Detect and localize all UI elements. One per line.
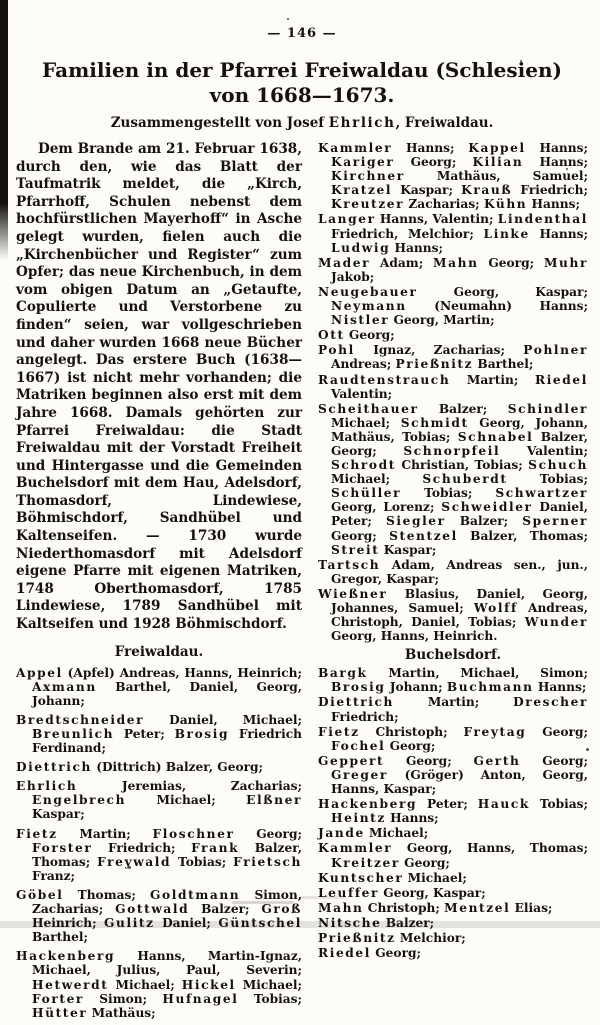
surname: Hetwerdt [32,977,109,992]
surname: Frank [191,840,240,855]
left-column [16,141,302,1025]
surname: Muhr [543,255,588,270]
surname: Hauck [477,797,530,812]
family-entry: Raudtenstrauch Martin; Riedel Valentin; [318,372,588,401]
family-entry: Fietz Christoph; Freytag Georg; Fochel Georg; [318,724,588,753]
surname: Geppert [318,753,385,768]
family-entry: Hackenberg Peter; Hauck Tobias; Heintz Hanns; [318,797,589,826]
surname: Stentzel [389,528,458,543]
surname: Brosig [174,727,230,741]
surname: Schwartzer [495,486,588,501]
family-entry: Appel (Apfel) Andreas, Hanns, Heinrich; Axmann Barthel, Daniel, Georg, Johann; [16,665,302,708]
surname: Kühn [483,197,528,212]
surname: Hackenberg [16,949,116,964]
surname: Schnabel [457,429,534,444]
surname: Linke [483,226,530,241]
surname: Elßner [246,793,302,808]
surname: Wunder [524,615,588,630]
surname: Brosig [331,680,386,695]
family-entry: Geppert Georg; Gerth Georg; Greger (Gröger) Anton, Georg, Hanns, Kaspar; [318,753,588,797]
freiwaldau-entries-k-w [318,141,588,643]
surname: Gerth [473,753,521,768]
surname: Streit [331,542,380,557]
surname: Kammler [318,841,393,856]
family-entry: Langer Hanns, Valentin; Lindenthal Friedrich, Melchior; Linke Hanns; Ludwig Hanns; [318,212,588,255]
family-entry: Mader Adam; Mahn Georg; Muhr Jakob; [318,255,588,284]
surname: Göbel [16,887,64,902]
surname: Diettrich [318,695,394,710]
surname: Buchmann [446,680,534,695]
surname: Kreitzer [331,855,400,870]
surname: Prießnitz [318,930,396,945]
surname: Greger [331,767,388,782]
family-entry: Göbel Thomas; Goldtmann Simon, Zacharias; Gottwald Balzer; Groß Heinrich; Gulitz Daniel; Güntschel Barthel; [16,887,303,945]
family-entry: Kuntscher Michael; [318,870,467,885]
buchelsdorf-entries [318,666,588,960]
family-entry: Scheithauer Balzer; Schindler Michael; Schmidt Georg, Johann, Mathäus, Tobias; Schnabel Balzer, Georg; Schnorpfeil Valentin; Schrodt Christian, Tobias; Schuch Michael; Schuberdt Tobias; Schüller Tobias; Schwartzer Georg, Lorenz; Schweidler Daniel, Peter; Siegler Balzer; Sperner Georg; Stentzel Balzer, Thomas; Streit Kaspar; [318,401,589,557]
article-subtitle: Zusammengestellt von Josef Ehrlich, Freiwaldau. [110,115,494,131]
section-heading-buchelsdorf: Buchelsdorf. [404,647,502,664]
surname: Bargk [318,666,368,681]
surname: Groß [261,902,302,917]
surname: Axmann [32,679,97,694]
family-entry: Mahn Christoph; Mentzel Elias; [318,900,553,915]
surname: Krauß [461,183,513,198]
surname: Kirchner [331,169,405,184]
surname: Kappel [468,141,526,155]
surname: Schüller [331,486,402,501]
surname: Fochel [331,738,386,753]
family-entry: Ehrlich Jeremias, Zacharias; Engelbrech Michael; Elßner Kaspar; [16,779,302,822]
surname: Pohlner [523,343,588,358]
surname: Lindenthal [497,212,588,227]
surname: Forster [32,840,93,855]
family-entry: Riedel Georg; [318,946,422,961]
surname: Diettrich [16,760,92,775]
surname: Hickel [181,977,236,992]
family-entry: Fietz Martin; Floschner Georg; Forster Friedrich; Frank Balzer, Thomas; Freywald Tobias; Frietsch Franz; [16,826,302,883]
surname: Schuberdt [422,472,508,487]
surname: Bredtschneider [16,712,145,727]
page-number: — 146 — [267,26,337,41]
article-title [16,58,588,108]
surname: Freywald [97,854,172,869]
surname: Neymann [331,299,407,314]
freiwaldau-entries-a-h [16,666,302,1020]
surname: Sperner [522,514,588,529]
section-heading-freiwaldau: Freiwaldau. [114,643,204,660]
surname: Frietsch [233,854,302,869]
surname: Engelbrech [32,793,127,808]
surname: Riedel [534,372,588,387]
surname: Schweidler [441,500,533,515]
surname: Wießner [318,586,388,601]
family-entry: Tartsch Adam, Andreas sen., jun., Gregor, Kaspar; [318,557,588,586]
surname: Drescher [513,695,588,710]
surname: Kuntscher [318,870,404,885]
family-entry: Bargk Martin, Michael, Simon; Brosig Johann; Buchmann Hanns; [318,666,588,695]
surname: Wolff [473,601,518,615]
intro-paragraph: Dem Brande am 21. Februar 1638, durch den, wie das Blatt der Taufmatrik meldet, die „Kirch, Pfarrhoff, Schulen nebenst dem hochfürstlichen Mayerhoff“ in Asche gelegt wurden, fielen auch die „Kirchenbücher und Register“ zum Opfer; das neue Kirchenbuch, in dem vom obigen Datum an „Getaufte, Copulierte und Verstorbene zu finden“ seien, war vollgeschrieben und daher wurden 1668 neue Bücher angelegt. Das erstere Buch (1638—1667) ist nicht mehr vorhanden; die Matriken beginnen also erst mit dem Jahre 1668. Damals gehörten zur Pfarrei Freiwaldau: die Stadt Freiwaldau mit der Vorstadt Freiheit und Hintergasse und die Gemeinden Buchelsdorf mit dem Hau, Adelsdorf, Thomasdorf, Lindewiese, Böhmischdorf, Sandhübel und Kaltenseifen. — 1730 wurde Niederthomasdorf mit Adelsdorf eigene Pfarre mit eigenen Matriken, 1748 Oberthomasdorf, 1785 Lindewiese, 1789 Sandhübel mit Kaltseifen und 1928 Böhmischdorf. [16,141,302,633]
surname: Güntschel [218,916,303,931]
surname: Nitsche [318,915,382,930]
family-entry: Kammler Georg, Hanns, Thomas; Kreitzer Georg; [318,841,588,870]
surname: Fietz [318,724,360,739]
surname: Schindler [507,401,588,416]
surname: Kammler [318,141,393,155]
family-entry: Nitsche Balzer; [318,915,435,930]
family-entry: Diettrich (Dittrich) Balzer, Georg; [16,760,264,775]
surname: Forter [32,991,84,1006]
surname: Kariger [331,155,395,170]
surname: Pohl [318,343,355,358]
family-entry: Ott Georg; [318,328,395,343]
surname: Ludwig [331,240,391,255]
surname: Kilian [472,155,524,170]
family-entry: Bredtschneider Daniel, Michael; Breunlich Peter; Brosig Friedrich Ferdinand; [16,712,303,756]
surname: Hackenberg [318,797,418,812]
surname: Schnorpfeil [403,443,501,458]
surname: Jande [318,826,365,841]
surname: Hufnagel [162,991,239,1006]
surname: Mahn [318,900,364,915]
family-entry: Hackenberg Hanns, Martin-Ignaz, Michael, Julius, Paul, Severin; Hetwerdt Michael; Hickel Michael; Forter Simon; Hufnagel Tobias; Hütter Mathäus; [16,949,302,1020]
surname: Riedel [318,946,372,961]
surname: Mentzel [444,900,511,915]
surname: Ehrlich [16,779,78,794]
surname: Freytag [463,724,527,739]
right-column [318,141,588,1025]
surname: Neugebauer [318,284,418,299]
surname: Floschner [152,826,235,841]
surname: Schuch [528,458,588,473]
family-entry: Leuffer Georg, Kaspar; [318,885,486,900]
surname: Gottwald [115,902,190,917]
family-entry: Jande Michael; [318,826,429,841]
surname: Langer [318,212,376,227]
family-entry: Kammler Hanns; Kappel Hanns; Kariger Georg; Kilian Hanns; Kirchner Mathäus, Samuel; Kratzel Kaspar; Krauß Friedrich; Kreutzer Zacharias; Kühn Hanns; [318,141,588,212]
surname: Schmidt [400,415,469,430]
family-entry: Prießnitz Melchior; [318,930,466,945]
surname: Appel [16,665,63,680]
family-entry: Neugebauer Georg, Kaspar; Neymann (Neumahn) Hanns; Nistler Georg, Martin; [318,284,588,328]
surname: Heintz [331,811,386,826]
surname: Ott [318,328,345,343]
surname: Fietz [16,826,58,841]
surname: Scheithauer [318,401,419,416]
family-entry: Wießner Blasius, Daniel, Georg, Johannes, Samuel; Wolff Andreas, Christoph, Daniel, Tobias; Wunder Georg, Hanns, Heinrich. [318,586,588,644]
two-column-layout [16,141,588,1025]
surname: Gulitz [104,916,155,931]
surname: Siegler [385,514,446,529]
surname: Ehrlich [328,115,396,131]
article-title-line1: Familien in der Pfarrei Freiwaldau (Schlesien) [42,58,562,82]
surname: Tartsch [318,557,381,572]
surname: Raudtenstrauch [318,372,451,387]
surname: Kratzel [331,183,393,198]
surname: Mader [318,255,371,270]
surname: Goldtmann [150,887,241,902]
article-title-line2: von 1668—1673. [209,83,395,107]
surname: Kreutzer [331,197,405,212]
surname: Nistler [331,313,390,328]
surname: Mahn [433,255,479,270]
surname: Breunlich [32,727,115,741]
family-entry: Diettrich Martin; Drescher Friedrich; [318,695,588,724]
surname: Leuffer [318,885,380,900]
family-entry: Pohl Ignaz, Zacharias; Pohlner Andreas; Prießnitz Barthel; [318,343,588,372]
surname: Prießnitz [395,357,474,372]
surname: Hütter [32,1005,88,1020]
surname: Schrodt [331,458,396,473]
